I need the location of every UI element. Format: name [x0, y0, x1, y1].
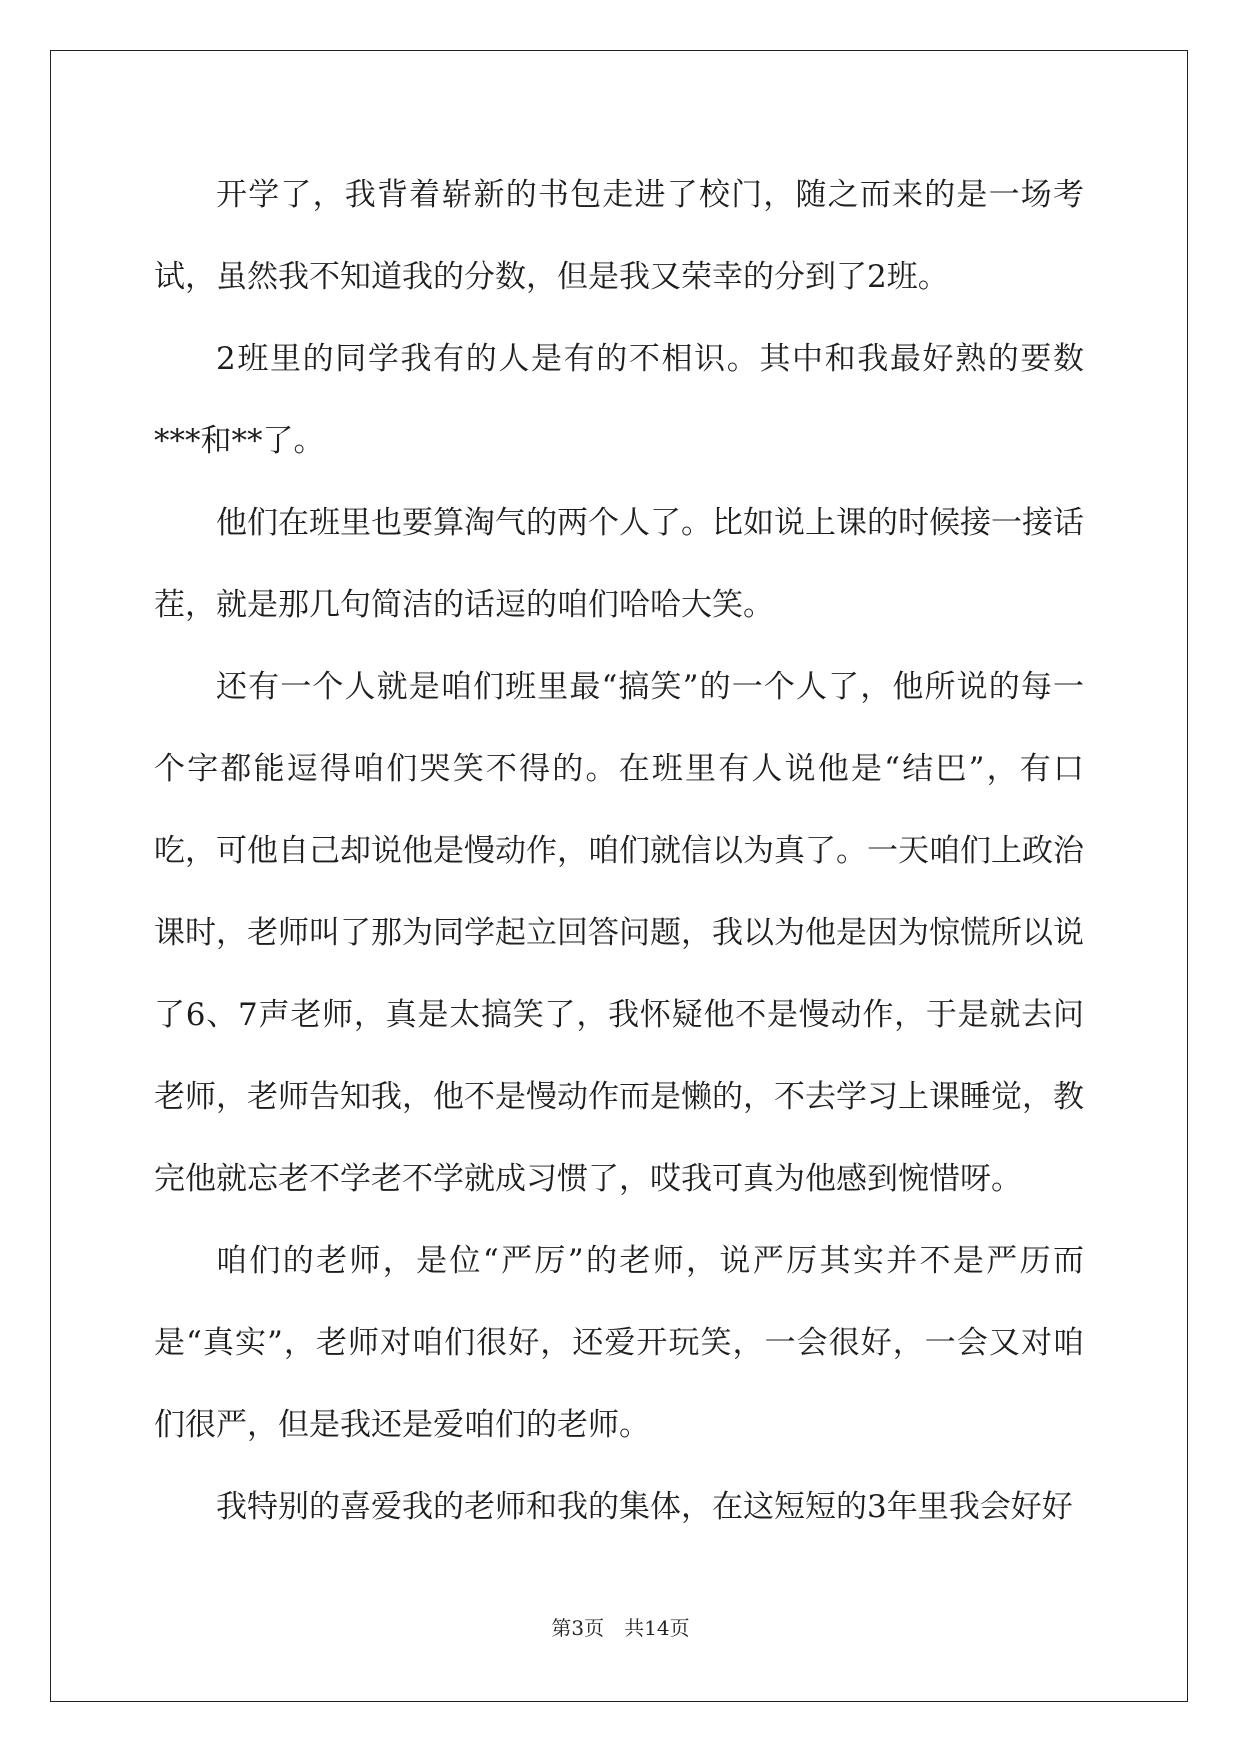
paragraph-6: 我特别的喜爱我的老师和我的集体，在这短短的3年里我会好好	[216, 1489, 1073, 1525]
page-number-footer: 第3页 共14页	[551, 1616, 690, 1640]
paragraph-5: 咱们的老师，是位“严厉”的老师，说严厉其实并不是严历而是“真实”，老师对咱们很好，还爱开玩笑，一会很好，一会又对咱们很严，但是我还是爱咱们的老师。	[154, 1243, 1084, 1443]
paragraph-3: 他们在班里也要算淘气的两个人了。比如说上课的时候接一接话茬，就是那几句简洁的话逗的咱们哈哈大笑。	[154, 505, 1084, 623]
paragraph-1: 开学了，我背着崭新的书包走进了校门，随之而来的是一场考试，虽然我不知道我的分数，但是我又荣幸的分到了2班。	[154, 177, 1084, 295]
document-body	[154, 154, 1084, 1548]
paragraph-2: 2班里的同学我有的人是有的不相识。其中和我最好熟的要数***和**了。	[154, 341, 1084, 459]
paragraph-4: 还有一个人就是咱们班里最“搞笑”的一个人了，他所说的每一个字都能逗得咱们哭笑不得的。在班里有人说他是“结巴”，有口吃，可他自己却说他是慢动作，咱们就信以为真了。一天咱们上政治课时，老师叫了那为同学起立回答问题，我以为他是因为惊慌所以说了6、7声老师，真是太搞笑了，我怀疑他不是慢动作，于是就去问老师，老师告知我，他不是慢动作而是懒的，不去学习上课睡觉，教完他就忘老不学老不学就成习惯了，哎我可真为他感到惋惜呀。	[154, 669, 1084, 1197]
